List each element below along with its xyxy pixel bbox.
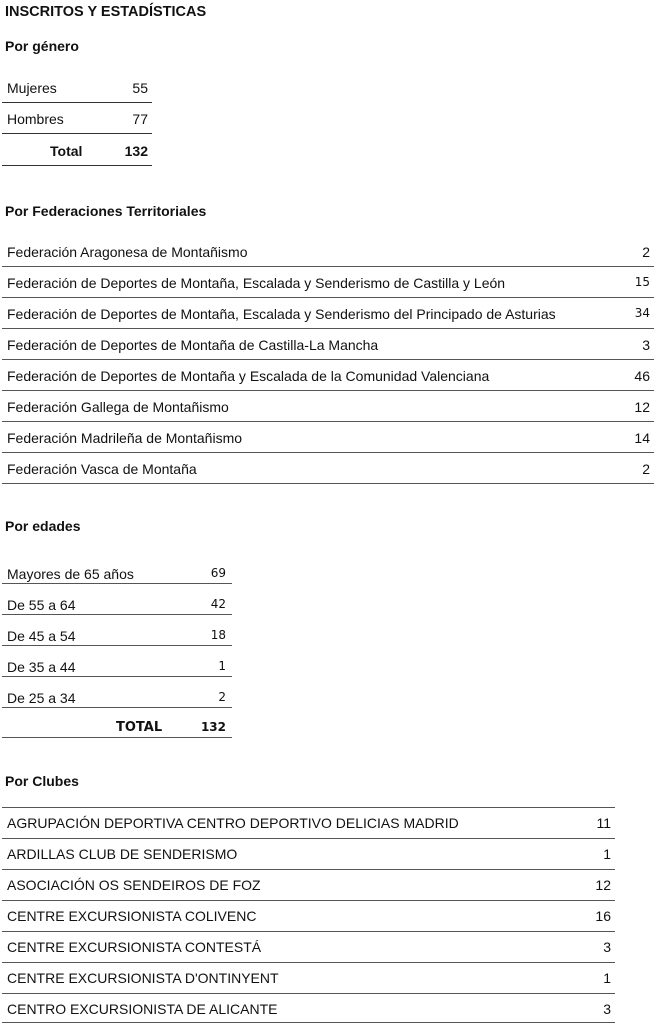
federation-name: Federación Madrileña de Montañismo: [7, 430, 243, 446]
federation-count: 2: [642, 461, 650, 477]
club-name: ASOCIACIÓN OS SENDEIROS DE FOZ: [7, 877, 261, 893]
age-range-count: 2: [218, 690, 226, 704]
row-divider: [2, 390, 654, 391]
row-divider: [2, 869, 615, 870]
federation-name: Federación de Deportes de Montaña de Castilla-La Mancha: [7, 337, 379, 353]
row-divider: [2, 838, 615, 839]
row-divider: [2, 359, 654, 360]
club-name: AGRUPACIÓN DEPORTIVA CENTRO DEPORTIVO DELICIAS MADRID: [7, 815, 459, 831]
row-divider: [2, 962, 615, 963]
age-range-label: De 55 a 64: [7, 597, 76, 613]
club-count: 3: [603, 1001, 611, 1017]
row-divider: [2, 900, 615, 901]
row-divider: [2, 707, 232, 708]
section-heading-federaciones: Por Federaciones Territoriales: [5, 203, 207, 219]
total-value: 132: [200, 720, 226, 734]
row-divider: [2, 931, 615, 932]
federation-count: 46: [634, 368, 650, 384]
age-range-count: 18: [210, 628, 226, 642]
section-heading-clubes: Por Clubes: [5, 773, 79, 789]
section-heading-edades: Por edades: [5, 518, 81, 534]
federation-name: Federación Gallega de Montañismo: [7, 399, 229, 415]
total-label: TOTAL: [116, 720, 163, 735]
federation-name: Federación Vasca de Montaña: [7, 461, 197, 477]
gender-value: 77: [132, 111, 148, 127]
club-name: CENTRE EXCURSIONISTA CONTESTÁ: [7, 939, 262, 955]
club-count: 1: [603, 846, 611, 862]
gender-label: Hombres: [7, 111, 64, 127]
federation-name: Federación de Deportes de Montaña y Escalada de la Comunidad Valenciana: [7, 368, 490, 384]
section-heading-genero: Por género: [5, 38, 79, 54]
row-divider: [2, 807, 615, 808]
row-divider: [2, 266, 654, 267]
row-divider: [2, 421, 654, 422]
federation-count: 14: [634, 430, 650, 446]
club-name: ARDILLAS CLUB DE SENDERISMO: [7, 846, 238, 862]
row-divider: [2, 1022, 615, 1023]
row-divider: [2, 993, 615, 994]
age-range-label: De 45 a 54: [7, 628, 76, 644]
club-name: CENTRE EXCURSIONISTA D'ONTINYENT: [7, 970, 279, 986]
document-title: INSCRITOS Y ESTADÍSTICAS: [5, 4, 207, 20]
club-count: 3: [603, 939, 611, 955]
age-range-count: 42: [210, 597, 226, 611]
federation-count: 3: [642, 337, 650, 353]
federation-name: Federación de Deportes de Montaña, Escalada y Senderismo del Principado de Asturias: [7, 306, 556, 322]
club-count: 12: [595, 877, 611, 893]
age-range-label: De 35 a 44: [7, 659, 76, 675]
federation-name: Federación de Deportes de Montaña, Escalada y Senderismo de Castilla y León: [7, 275, 506, 291]
club-name: CENTRE EXCURSIONISTA COLIVENC: [7, 908, 257, 924]
row-divider: [2, 328, 654, 329]
club-count: 16: [595, 908, 611, 924]
row-divider: [2, 165, 152, 166]
row-divider: [2, 483, 654, 484]
club-name: CENTRO EXCURSIONISTA DE ALICANTE: [7, 1001, 278, 1017]
gender-label: Mujeres: [7, 80, 57, 96]
total-label: Total: [50, 143, 83, 159]
federation-count: 34: [634, 306, 650, 320]
row-divider: [2, 452, 654, 453]
club-count: 11: [596, 815, 611, 831]
gender-value: 55: [132, 80, 148, 96]
total-value: 132: [124, 143, 148, 159]
row-divider: [2, 614, 232, 615]
age-range-count: 69: [210, 566, 226, 580]
row-divider: [2, 583, 232, 584]
age-range-label: De 25 a 34: [7, 690, 76, 706]
row-divider: [2, 133, 152, 134]
row-divider: [2, 676, 232, 677]
federation-count: 15: [634, 275, 650, 289]
age-range-label: Mayores de 65 años: [7, 566, 134, 582]
federation-name: Federación Aragonesa de Montañismo: [7, 244, 248, 260]
row-divider: [2, 297, 654, 298]
row-divider: [2, 102, 152, 103]
row-divider: [2, 737, 232, 738]
club-count: 1: [603, 970, 611, 986]
row-divider: [2, 645, 232, 646]
age-range-count: 1: [218, 659, 226, 673]
federation-count: 12: [634, 399, 650, 415]
federation-count: 2: [642, 244, 650, 260]
